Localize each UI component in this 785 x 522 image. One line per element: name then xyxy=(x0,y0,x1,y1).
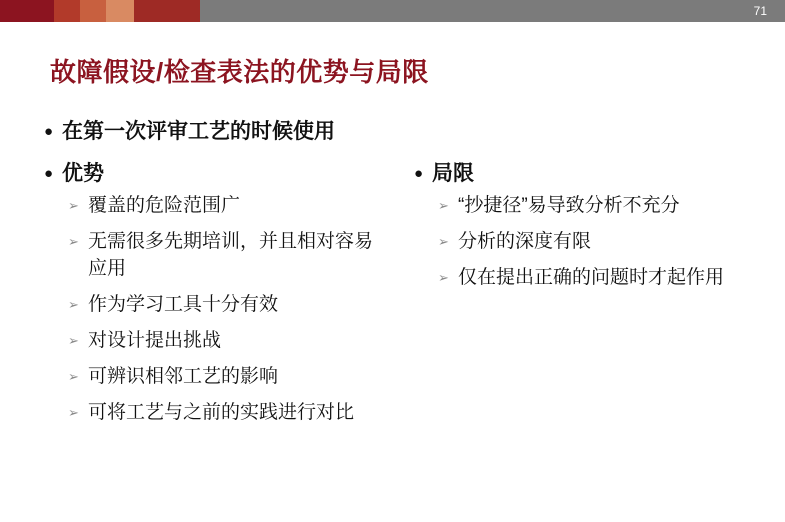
limitations-heading xyxy=(414,160,744,188)
list-item-label: 覆盖的危险范围广 xyxy=(88,195,241,216)
list-item-label: 分析的深度有限 xyxy=(458,231,592,252)
list-item xyxy=(66,399,414,426)
advantages-heading xyxy=(44,160,414,188)
bullet-dot-icon: ● xyxy=(414,165,424,182)
top-bar-segment-light-orange xyxy=(106,0,134,22)
list-item-label: 可将工艺与之前的实践进行对比 xyxy=(88,402,355,423)
list-item-label: 对设计提出挑战 xyxy=(88,330,222,351)
list-item-label: 可辨识相邻工艺的影响 xyxy=(88,366,279,387)
list-item xyxy=(66,291,414,318)
list-item xyxy=(66,327,414,354)
two-column-layout xyxy=(44,160,754,435)
bullet-arrow-icon: ➢ xyxy=(68,297,79,312)
top-bar-segment-crimson xyxy=(134,0,200,22)
advantages-heading-label: 优势 xyxy=(62,162,104,185)
bullet-arrow-icon: ➢ xyxy=(68,234,79,249)
list-item-label: “抄捷径”易导致分析不充分 xyxy=(458,195,680,216)
bullet-arrow-icon: ➢ xyxy=(68,198,79,213)
bullet-dot-icon: ● xyxy=(44,165,54,182)
limitations-heading-label: 局限 xyxy=(432,162,474,185)
page-title: 故障假设/检查表法的优势与局限 xyxy=(50,57,429,87)
bullet-dot-icon: ● xyxy=(44,123,54,140)
top-bar-segment-red xyxy=(54,0,80,22)
slide-content xyxy=(44,118,754,435)
advantages-column xyxy=(44,160,414,435)
bullet-arrow-icon: ➢ xyxy=(438,198,449,213)
intro-bullet xyxy=(44,118,754,146)
slide-number: 71 xyxy=(753,4,767,18)
list-item xyxy=(66,228,414,282)
bullet-arrow-icon: ➢ xyxy=(68,405,79,420)
bullet-arrow-icon: ➢ xyxy=(68,369,79,384)
decorative-top-bar xyxy=(0,0,785,22)
list-item xyxy=(66,363,414,390)
list-item-label: 无需很多先期培训，并且相对容易应用 xyxy=(88,231,374,279)
bullet-arrow-icon: ➢ xyxy=(438,234,449,249)
bullet-arrow-icon: ➢ xyxy=(68,333,79,348)
bullet-arrow-icon: ➢ xyxy=(438,270,449,285)
limitations-list xyxy=(436,192,744,291)
list-item xyxy=(436,228,744,255)
list-item xyxy=(66,192,414,219)
top-bar-segment-gray xyxy=(200,0,785,22)
list-item xyxy=(436,192,744,219)
top-bar-segment-orange xyxy=(80,0,106,22)
list-item xyxy=(436,264,744,291)
list-item-label: 仅在提出正确的问题时才起作用 xyxy=(458,267,725,288)
top-bar-segment-dark-red xyxy=(0,0,54,22)
limitations-column xyxy=(414,160,744,435)
intro-bullet-label: 在第一次评审工艺的时候使用 xyxy=(62,120,335,143)
advantages-list xyxy=(66,192,414,426)
list-item-label: 作为学习工具十分有效 xyxy=(88,294,279,315)
